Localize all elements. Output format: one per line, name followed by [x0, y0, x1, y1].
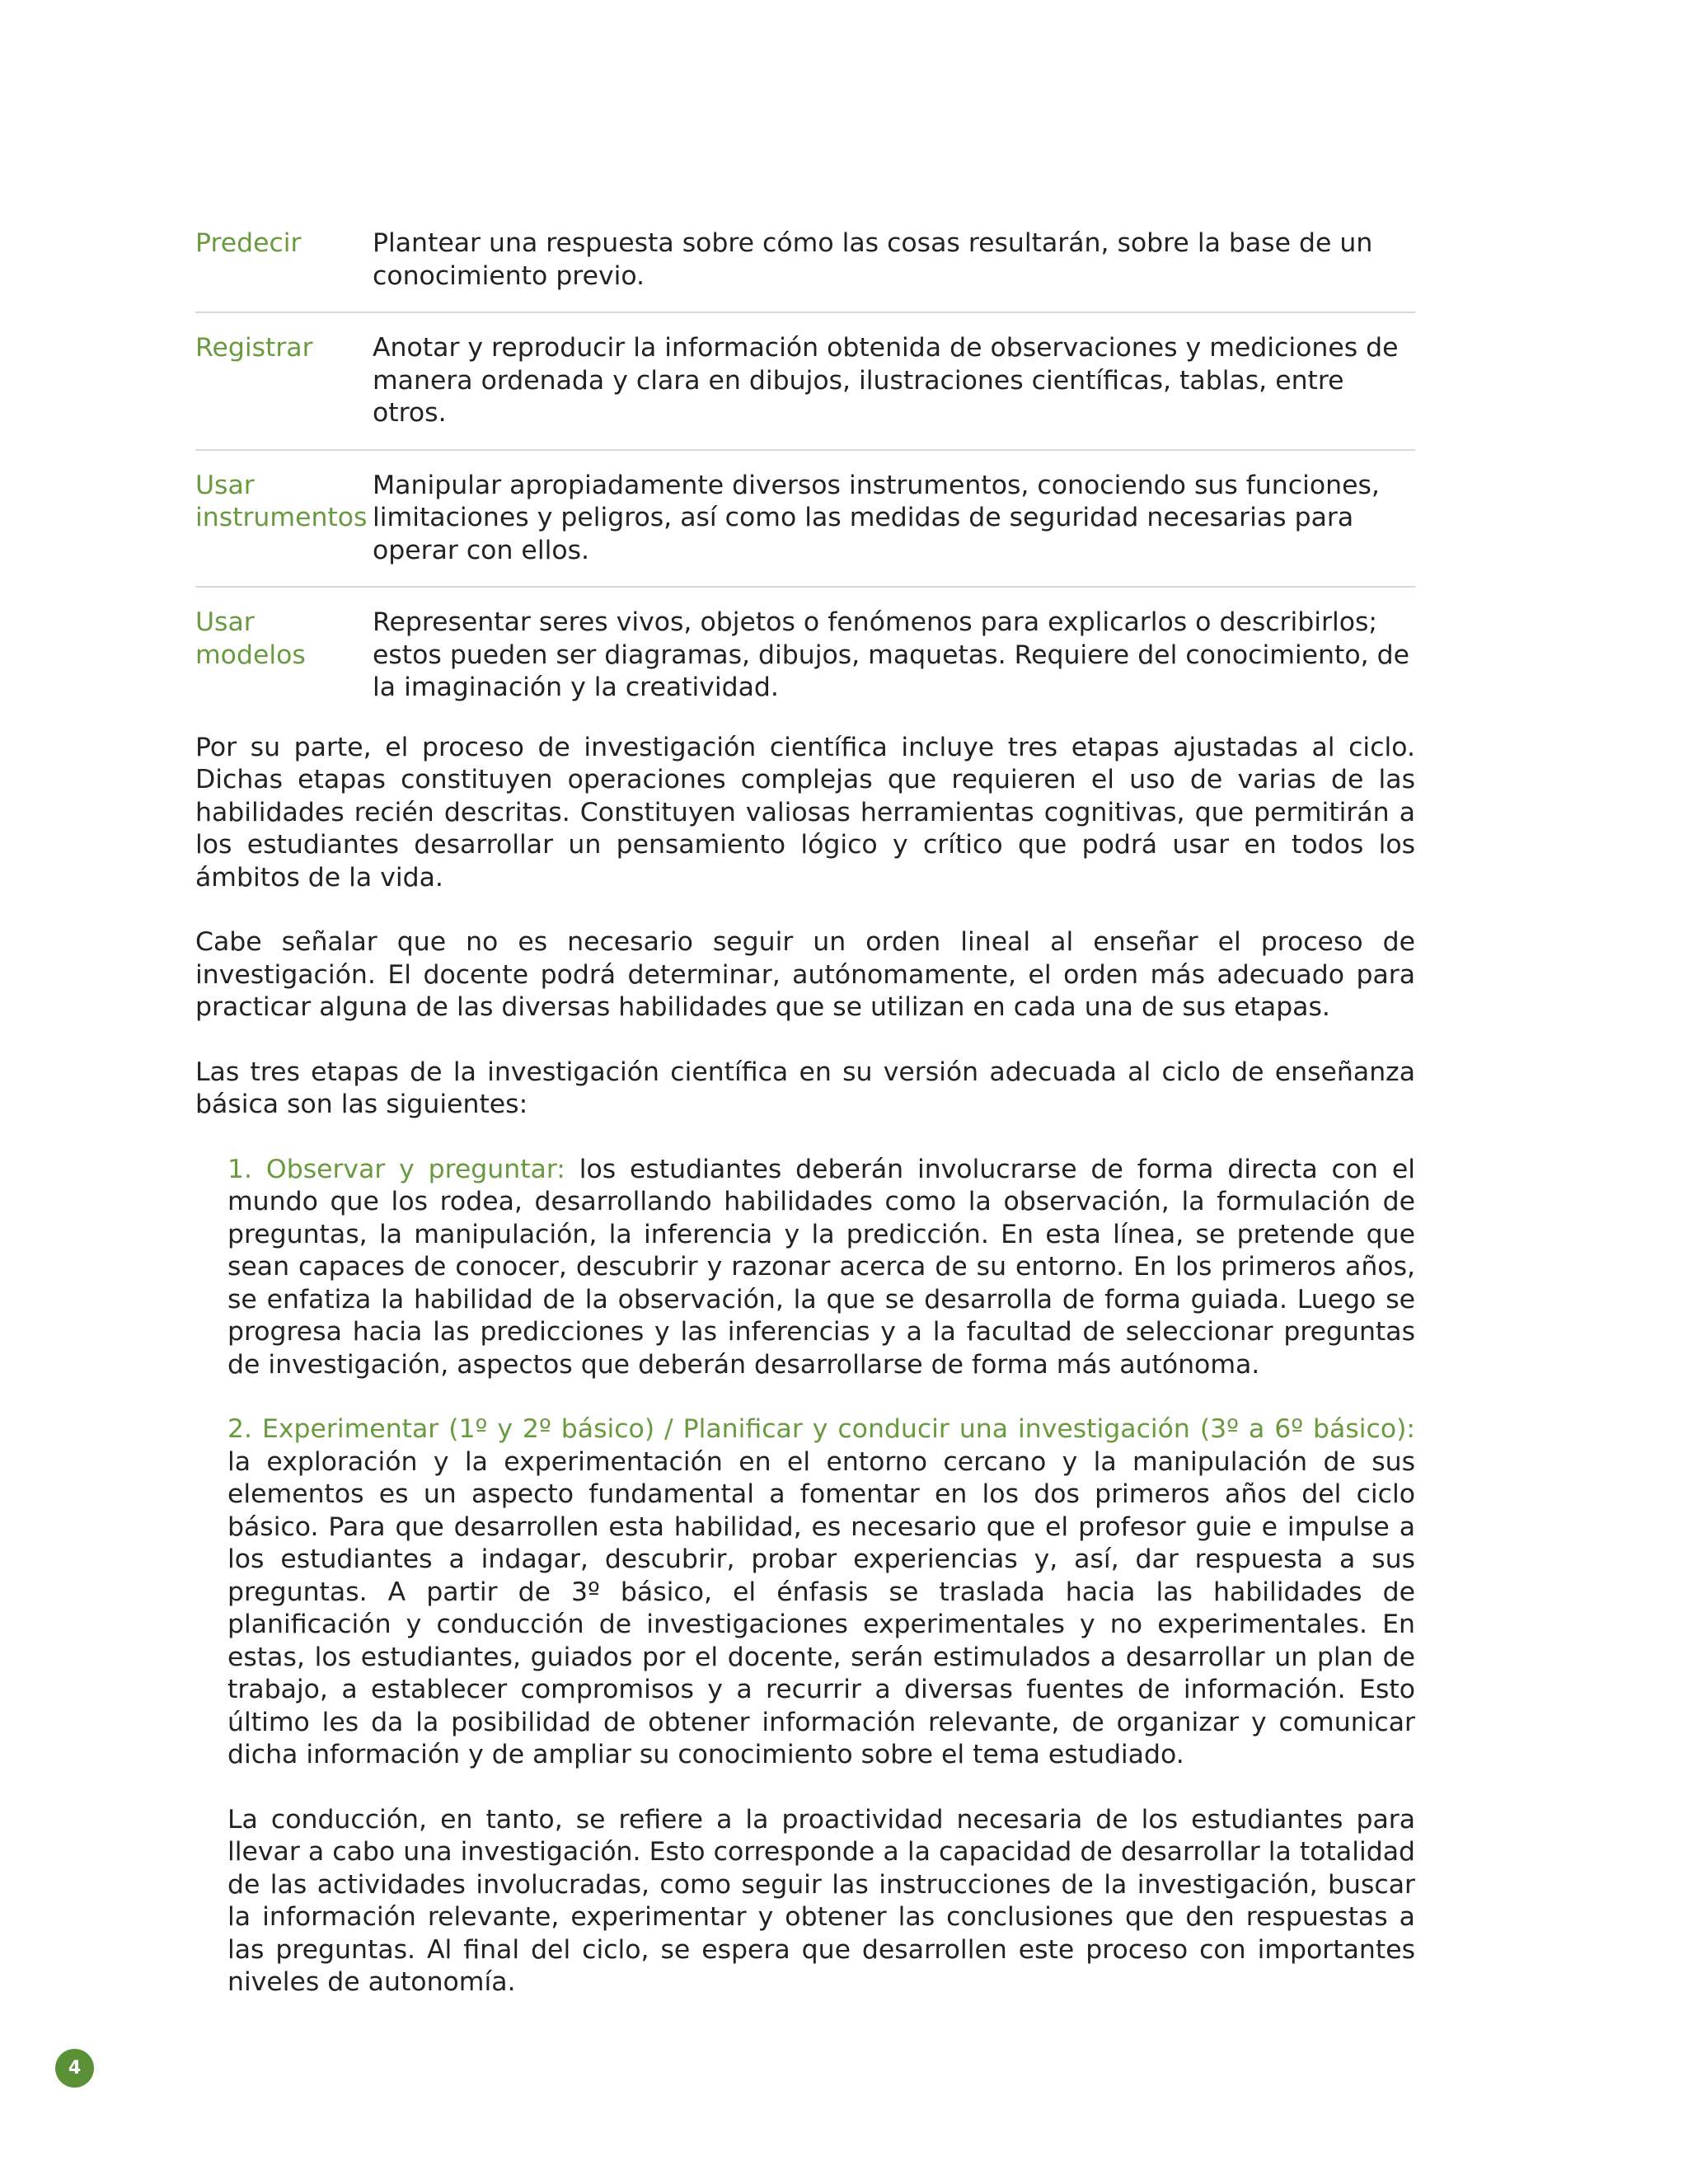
skill-definition: Manipular apropiadamente diversos instrumentos, conociendo sus funciones, limitaciones y peligros, así como las medidas de seguridad necesarias para operar con ellos. — [373, 470, 1380, 565]
body-paragraph: Las tres etapas de la investigación científica en su versión adecuada al ciclo de enseñanza básica son las siguientes: — [195, 1057, 1415, 1119]
skill-row-usar-modelos — [195, 607, 1415, 705]
stage-heading: 2. Experimentar (1º y 2º básico) / Planificar y conducir una investigación (3º a 6º básico): — [227, 1414, 1415, 1444]
skill-term: Usar modelos — [195, 607, 306, 670]
stage-experimentar — [227, 1413, 1415, 1772]
stage-text: la exploración y la experimentación en el entorno cercano y la manipulación de sus elementos es un aspecto fundamental a fomentar en los dos primeros años del ciclo básico. Para que desarrollen esta habilidad, es necesario que el profesor guie e impulse a los estudiantes a indagar, descubrir, probar experiencias y, así, dar respuesta a sus preguntas. A partir de 3º básico, el énfasis se traslada hacia las habilidades de planificación y conducción de investigaciones experimentales y no experimentales. En estas, los estudiantes, guiados por el docente, serán estimulados a desarrollar un plan de trabajo, a establecer compromisos y a recurrir a diversas fuentes de información. Esto último les da la posibilidad de obtener información relevante, de organizar y comunicar dicha información y de ampliar su conocimiento sobre el tema estudiado. — [227, 1446, 1415, 1769]
stage-text: los estudiantes deberán involucrarse de forma directa con el mundo que los rodea, desarrollando habilidades como la observación, la formulación de preguntas, la manipulación, la inferencia y la predicción. En esta línea, se pretende que sean capaces de conocer, descubrir y razonar acerca de su entorno. En los primeros años, se enfatiza la habilidad de la observación, la que se desarrolla de forma guiada. Luego se progresa hacia las predicciones y las inferencias y a la facultad de seleccionar preguntas de investigación, aspectos que deberán desarrollarse de forma más autónoma. — [227, 1154, 1415, 1380]
row-separator — [195, 567, 1415, 607]
stage-observar-preguntar — [227, 1154, 1415, 1382]
stage-heading: 1. Observar y preguntar: — [227, 1154, 565, 1184]
skill-definition: Representar seres vivos, objetos o fenómenos para explicarlos o describirlos; estos pueden ser diagramas, dibujos, maquetas. Requiere del conocimiento, de la imaginación y la creatividad. — [373, 607, 1410, 702]
separator-line — [195, 586, 1415, 588]
skill-definition: Plantear una respuesta sobre cómo las cosas resultarán, sobre la base de un conocimiento previo. — [373, 228, 1373, 291]
skill-term: Predecir — [195, 228, 302, 258]
body-paragraph: Cabe señalar que no es necesario seguir un orden lineal al enseñar el proceso de investigación. El docente podrá determinar, autónomamente, el orden más adecuado para practicar alguna de las diversas habilidades que se utilizan en cada una de sus etapas. — [195, 927, 1415, 1022]
conduction-paragraph: La conducción, en tanto, se refiere a la proactividad necesaria de los estudiantes para llevar a cabo una investigación. Esto corresponde a la capacidad de desarrollar la totalidad de las actividades involucradas, como seguir las instrucciones de la investigación, buscar la información relevante, experimentar y obtener las conclusiones que den respuestas a las preguntas. Al final del ciclo, se espera que desarrollen este proceso con importantes niveles de autonomía. — [227, 1804, 1415, 1997]
row-separator — [195, 293, 1415, 332]
separator-line — [195, 449, 1415, 451]
body-paragraph: Por su parte, el proceso de investigación científica incluye tres etapas ajustadas al ciclo. Dichas etapas constituyen operaciones complejas que requieren el uso de varias de las habilidades recién descritas. Constituyen valiosas herramientas cognitivas, que permitirán a los estudiantes desarrollar un pensamiento lógico y crítico que podrá usar en todos los ámbitos de la vida. — [195, 732, 1415, 893]
skill-term: Registrar — [195, 333, 313, 363]
skill-definition: Anotar y reproducir la información obtenida de observaciones y mediciones de manera ordenada y clara en dibujos, ilustraciones científicas, tablas, entre otros. — [373, 333, 1399, 428]
page-content — [195, 227, 1415, 1999]
skill-term: Usar instrumentos — [195, 470, 368, 532]
row-separator — [195, 430, 1415, 470]
separator-line — [195, 312, 1415, 313]
page-number-badge: 4 — [55, 2049, 94, 2088]
skills-table — [195, 227, 1415, 705]
skill-row-registrar — [195, 332, 1415, 430]
skill-row-predecir — [195, 227, 1415, 293]
skill-row-usar-instrumentos — [195, 470, 1415, 568]
